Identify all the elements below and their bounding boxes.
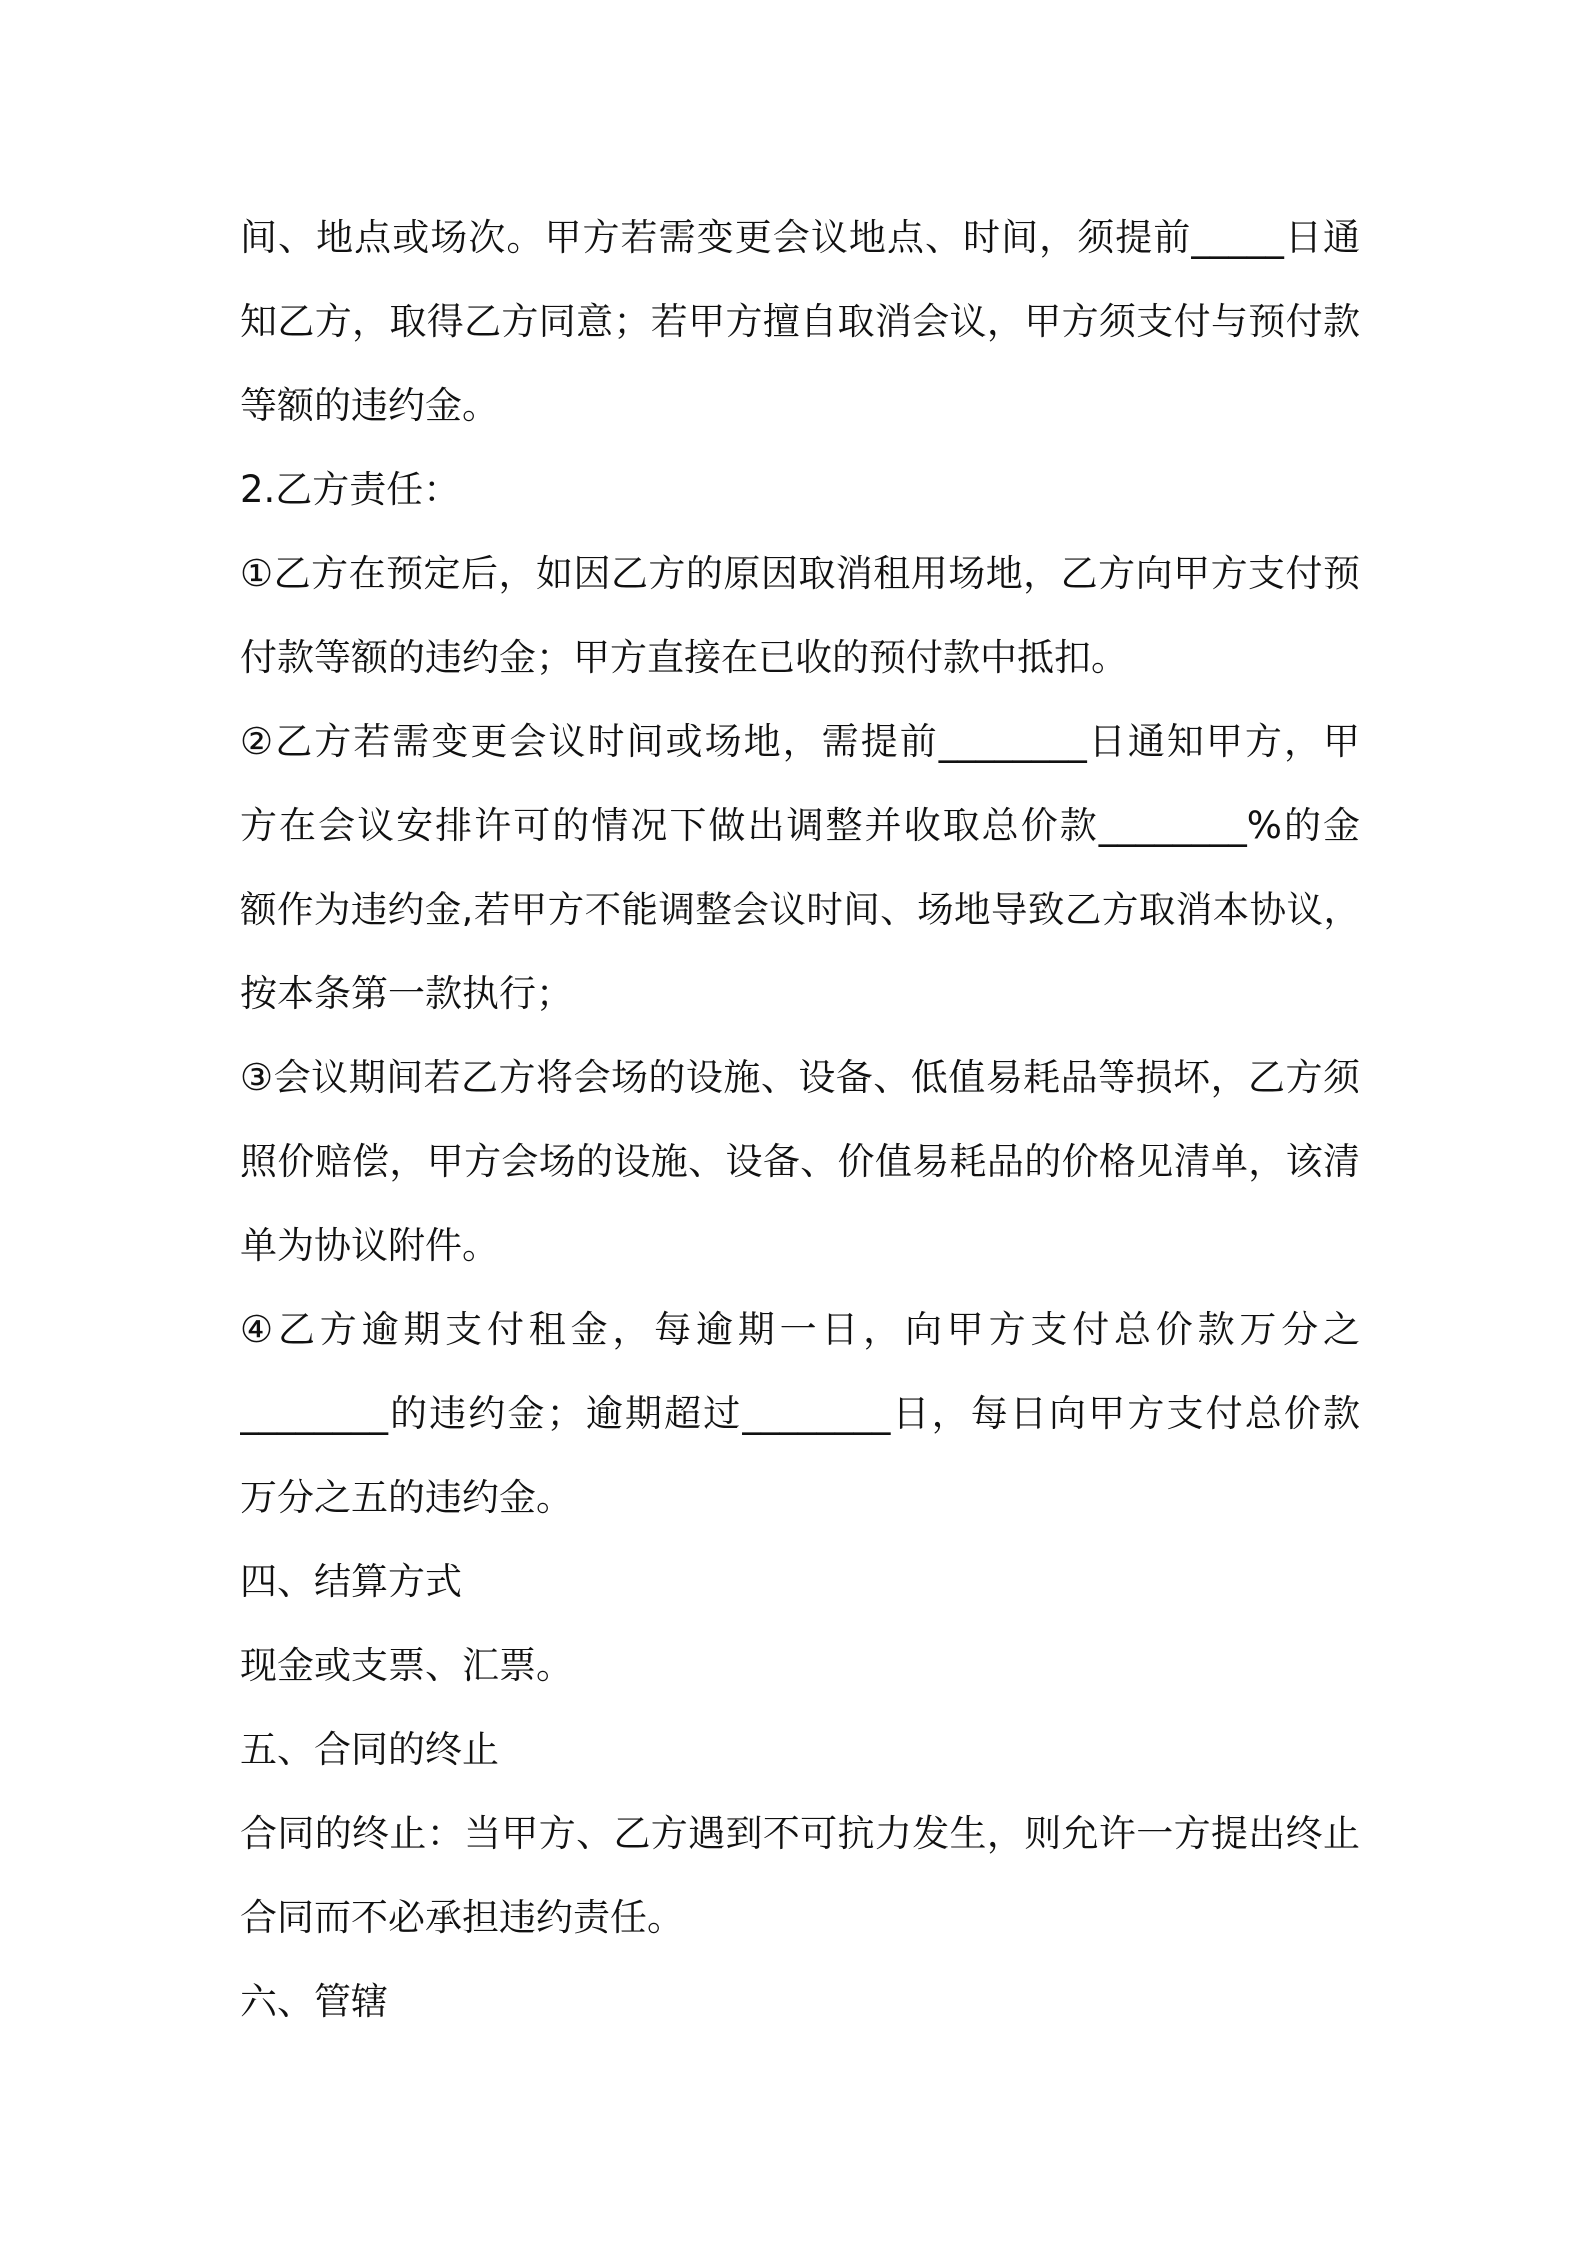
- text-line-2: 知乙方，取得乙方同意；若甲方擅自取消会议，甲方须支付与预付款: [240, 300, 1360, 343]
- section-heading-termination: 五、合同的终止: [240, 1728, 499, 1771]
- text-line-21: 合同而不必承担违约责任。: [240, 1896, 684, 1939]
- text-line-1: 间、地点或场次。甲方若需变更会议地点、时间，须提前_____日通: [240, 216, 1360, 259]
- text-line-9: 额作为违约金,若甲方不能调整会议时间、场地导致乙方取消本协议，: [240, 888, 1360, 931]
- document-body: [240, 196, 1360, 2044]
- text-line-12: 照价赔偿，甲方会场的设施、设备、价值易耗品的价格见清单，该清: [240, 1140, 1360, 1183]
- text-line-7: ②乙方若需变更会议时间或场地，需提前________日通知甲方，甲: [240, 720, 1360, 763]
- text-line-18: 现金或支票、汇票。: [240, 1644, 573, 1687]
- text-line-16: 万分之五的违约金。: [240, 1476, 573, 1519]
- text-line-20: 合同的终止：当甲方、乙方遇到不可抗力发生，则允许一方提出终止: [240, 1812, 1360, 1855]
- text-line-3: 等额的违约金。: [240, 384, 499, 427]
- section-heading-jurisdiction: 六、管辖: [240, 1980, 388, 2023]
- text-line-11: ③会议期间若乙方将会场的设施、设备、低值易耗品等损坏，乙方须: [240, 1056, 1360, 1099]
- text-line-14: ④乙方逾期支付租金，每逾期一日，向甲方支付总价款万分之: [240, 1308, 1360, 1351]
- section-heading-settlement: 四、结算方式: [240, 1560, 462, 1603]
- text-line-6: 付款等额的违约金；甲方直接在已收的预付款中抵扣。: [240, 636, 1128, 679]
- section-heading-party-b-duty: 2.乙方责任：: [240, 468, 461, 511]
- text-line-5: ①乙方在预定后，如因乙方的原因取消租用场地，乙方向甲方支付预: [240, 552, 1360, 595]
- text-line-13: 单为协议附件。: [240, 1224, 499, 1267]
- text-line-10: 按本条第一款执行；: [240, 972, 573, 1015]
- text-line-8: 方在会议安排许可的情况下做出调整并收取总价款________%的金: [240, 804, 1360, 847]
- text-line-15: ________的违约金；逾期超过________日，每日向甲方支付总价款: [240, 1392, 1360, 1435]
